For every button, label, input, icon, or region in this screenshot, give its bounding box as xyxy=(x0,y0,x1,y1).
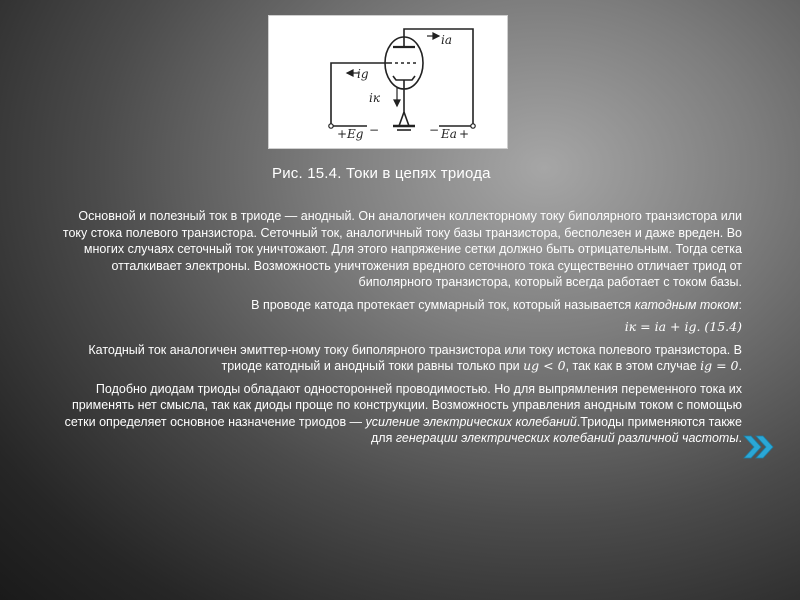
paragraph-anode-current: Основной и полезный ток в триоде — анодный. Он аналогичен коллекторному току биполярного транзистора или току стока полевого транзистора. Сеточный ток, аналогичный току базы транзистора, бесполезен и даже вреден. Во многих случаях сеточный ток уничтожают. Для этого напряжение сетки должно быть отрицательным. Тогда сетка отталкивает электроны. Возможность уничтожения вредного сеточного тока существенно отличает триод от биполярного транзистора, который всегда работает с током базы. xyxy=(62,209,742,289)
next-slide-button[interactable] xyxy=(742,432,776,462)
label-ig: ig xyxy=(357,67,369,81)
paragraph-triode-purpose xyxy=(58,381,742,447)
term-amplification: усиление электрических колебаний xyxy=(365,414,577,429)
label-ea-minus: − xyxy=(429,123,440,137)
p3-mid: , так как в этом случае xyxy=(565,359,701,373)
label-eg: Eg xyxy=(347,127,364,141)
paragraph-cathode-current xyxy=(58,297,742,314)
condition-ig: ig = 0 xyxy=(700,358,739,373)
label-ia: ia xyxy=(441,33,452,47)
ik-arrow-icon xyxy=(394,100,400,106)
triode-circuit-figure xyxy=(268,15,508,149)
formula-15-4 xyxy=(58,319,742,336)
lecture-text xyxy=(58,208,742,453)
ig-arrow-icon xyxy=(347,70,353,76)
figure-caption: Рис. 15.4. Токи в цепях триода xyxy=(272,165,491,182)
term-cathode-current: катодным током xyxy=(634,297,739,312)
condition-ug: ug < 0 xyxy=(523,358,566,373)
ia-arrow-icon xyxy=(433,33,439,39)
p3-end: . xyxy=(738,359,742,373)
p4-end: . xyxy=(738,431,742,445)
label-eg-plus: + xyxy=(337,127,348,141)
label-ea: Ea xyxy=(441,127,457,141)
cathode xyxy=(393,76,415,80)
double-chevron-right-icon xyxy=(742,432,776,462)
label-ik: iк xyxy=(369,91,381,105)
paragraph-cathode-analogy xyxy=(58,342,742,375)
p2-text: В проводе катода протекает суммарный ток, который называется xyxy=(251,297,635,312)
cathode-wire xyxy=(399,80,404,126)
triode-circuit-diagram xyxy=(269,16,507,148)
p4-text: Подобно диодам триоды обладают односторонней проводимостью. Но для выпрямления переменного тока их применять нет смысла, так как диоды проще по конструкции. Возможность управления анодным током с помощью сетки определяет основное назначение триодов — xyxy=(64,381,742,429)
label-eg-minus: − xyxy=(369,123,380,137)
label-ea-plus: + xyxy=(459,127,470,141)
p2-end: : xyxy=(738,297,742,312)
p3-text: Катодный ток аналогичен эмиттер-ному току биполярного транзистора или току истока полевого транзистора. В триоде катодный и анодный токи равны только при xyxy=(88,342,742,373)
term-generation: генерации электрических колебаний различной частоты xyxy=(395,431,739,445)
formula-text: iк = ia + ig. (15.4) xyxy=(624,319,742,334)
p4-mid: .Триоды применяются также для xyxy=(371,414,742,445)
